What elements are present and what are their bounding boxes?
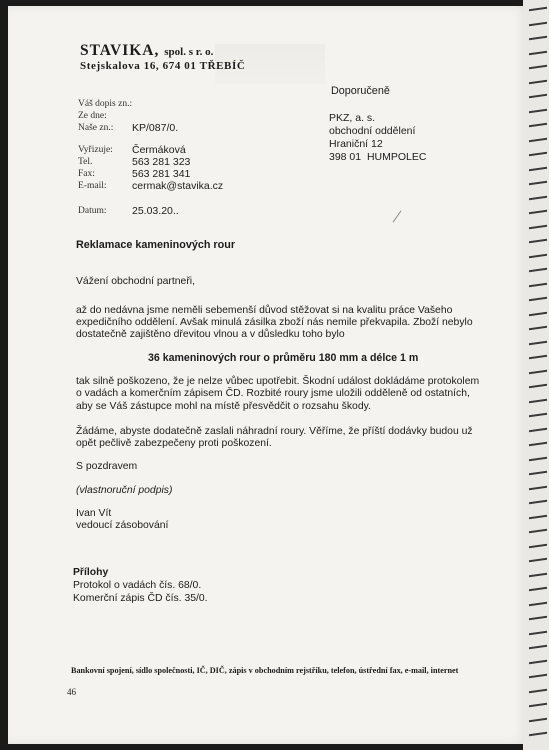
binding-ring — [529, 268, 547, 273]
paragraph-3-line: opět pečlivě zabezpečeny proti poškození. — [76, 438, 272, 449]
binding-ring — [529, 123, 547, 128]
damaged-goods-highlight: 36 kameninových rour o průměru 180 mm a délce 1 m — [148, 352, 419, 364]
binding-ring — [529, 108, 547, 113]
datum-value: 25.03.20.. — [132, 205, 179, 217]
attachment-item: Protokol o vadách čís. 68/0. — [73, 580, 202, 591]
tel-label: Tel. — [78, 157, 93, 167]
binding-ring — [529, 355, 547, 360]
signer-title: vedoucí zásobování — [76, 520, 169, 531]
binding-ring — [529, 195, 547, 200]
binding-ring — [529, 239, 547, 244]
binding-ring — [529, 65, 547, 70]
binding-ring — [529, 456, 547, 461]
binding-ring — [529, 442, 547, 447]
attachment-item: Komerční zápis ČD čís. 35/0. — [73, 593, 208, 604]
binding-ring — [529, 703, 547, 708]
binding-ring — [529, 36, 547, 41]
binding-ring — [529, 369, 547, 374]
binding-ring — [529, 384, 547, 389]
binding-ring — [529, 7, 547, 12]
paragraph-1-line: expedičního oddělení. Avšak minulá zásilka zboží nás nemile překvapila. Zboží nebylo — [76, 317, 473, 328]
your-letter-label: Váš dopis zn.: — [78, 99, 133, 109]
datum-label: Datum: — [78, 206, 107, 216]
fax-value: 563 281 341 — [132, 168, 191, 180]
our-ref: KP/087/0. — [132, 122, 179, 134]
binding-ring — [529, 688, 547, 693]
binding-ring — [529, 732, 547, 737]
closing: S pozdravem — [76, 461, 138, 472]
binding-ring — [529, 514, 547, 519]
binding-ring — [529, 413, 547, 418]
binding-ring — [529, 529, 547, 534]
binding-ring — [529, 311, 547, 316]
binding-ring — [529, 572, 547, 577]
spiral-binding — [523, 0, 549, 750]
binding-ring — [529, 471, 547, 476]
footer-bank-info: Bankovní spojení, sídlo společnosti, IČ, DIČ, zápis v obchodním rejstříku, telefon, ústřední fax, e-mail, internet — [71, 666, 459, 675]
binding-ring — [529, 558, 547, 563]
binding-ring — [529, 340, 547, 345]
company-name: STAVIKA, — [80, 42, 160, 59]
binding-ring — [529, 297, 547, 302]
signer-name: Ivan Vít — [76, 508, 112, 519]
paragraph-2-line: o vadách a komerčním zápisem ČD. Rozbité roury jsme uložili odděleně od ostatních, — [76, 388, 470, 399]
our-ref-label: Naše zn.: — [78, 123, 114, 133]
binding-ring — [529, 587, 547, 592]
binding-ring — [529, 398, 547, 403]
company-name-line — [80, 42, 213, 60]
binding-ring — [529, 674, 547, 679]
recipient-name: PKZ, a. s. — [329, 112, 376, 124]
binding-ring — [529, 224, 547, 229]
binding-ring — [529, 500, 547, 505]
binding-ring — [529, 166, 547, 171]
tel-value: 563 281 323 — [132, 156, 191, 168]
binding-ring — [529, 543, 547, 548]
salutation: Vážení obchodní partneři, — [76, 276, 195, 287]
binding-ring — [529, 152, 547, 157]
binding-ring — [529, 645, 547, 650]
recipient-street: Hraniční 12 — [329, 138, 383, 150]
paragraph-3-line: Žádáme, abyste dodatečně zaslali náhradní roury. Věříme, že příští dodávky budou už — [76, 426, 473, 437]
letter-subject: Reklamace kameninových rour — [76, 239, 236, 251]
binding-ring — [529, 94, 547, 99]
binding-ring — [529, 616, 547, 621]
binding-ring — [529, 326, 547, 331]
page-number: 46 — [67, 687, 76, 697]
binding-ring — [529, 717, 547, 722]
email-label: E-mail: — [78, 181, 107, 191]
binding-ring — [529, 181, 547, 186]
email-value: cermak@stavika.cz — [132, 180, 224, 192]
binding-ring — [529, 79, 547, 84]
binding-ring — [529, 210, 547, 215]
paragraph-2-line: tak silně poškozeno, že je nelze vůbec upotřebit. Škodní událost dokládáme protokolem — [76, 376, 480, 387]
attachments-title: Přílohy — [73, 567, 109, 578]
paragraph-1-line: dostatečně zajištěno dřevitou vlnou a v důsledku toho bylo — [76, 329, 345, 340]
binding-ring — [529, 601, 547, 606]
company-legal-form: spol. s r. o. — [164, 46, 214, 58]
paragraph-1-line: až do nedávna jsme neměli sebemenší důvod stěžovat si na kvalitu práce Vašeho — [76, 305, 453, 316]
company-address: Stejskalova 16, 674 01 TŘEBÍČ — [80, 60, 246, 72]
binding-ring — [529, 427, 547, 432]
date-label: Ze dne: — [78, 111, 107, 121]
binding-ring — [529, 282, 547, 287]
fax-label: Fax: — [78, 169, 95, 179]
binding-ring — [529, 50, 547, 55]
delivery-note: Doporučeně — [331, 85, 390, 97]
binding-ring — [529, 659, 547, 664]
binding-ring — [529, 253, 547, 258]
binding-ring — [529, 137, 547, 142]
binding-ring — [529, 485, 547, 490]
recipient-postcode: 398 01 — [329, 151, 362, 163]
signature-note: (vlastnoruční podpis) — [76, 485, 173, 496]
binding-ring — [529, 630, 547, 635]
paragraph-2-line: aby se Váš zástupce mohl na místě přesvědčit o rozsahu škody. — [76, 401, 371, 412]
binding-ring — [529, 21, 547, 26]
recipient-department: obchodní oddělení — [329, 125, 416, 137]
recipient-city-line — [329, 151, 426, 165]
handled-by-label: Vyřizuje: — [78, 145, 113, 155]
handled-by: Čermáková — [132, 144, 186, 156]
recipient-city: HUMPOLEC — [366, 151, 427, 163]
